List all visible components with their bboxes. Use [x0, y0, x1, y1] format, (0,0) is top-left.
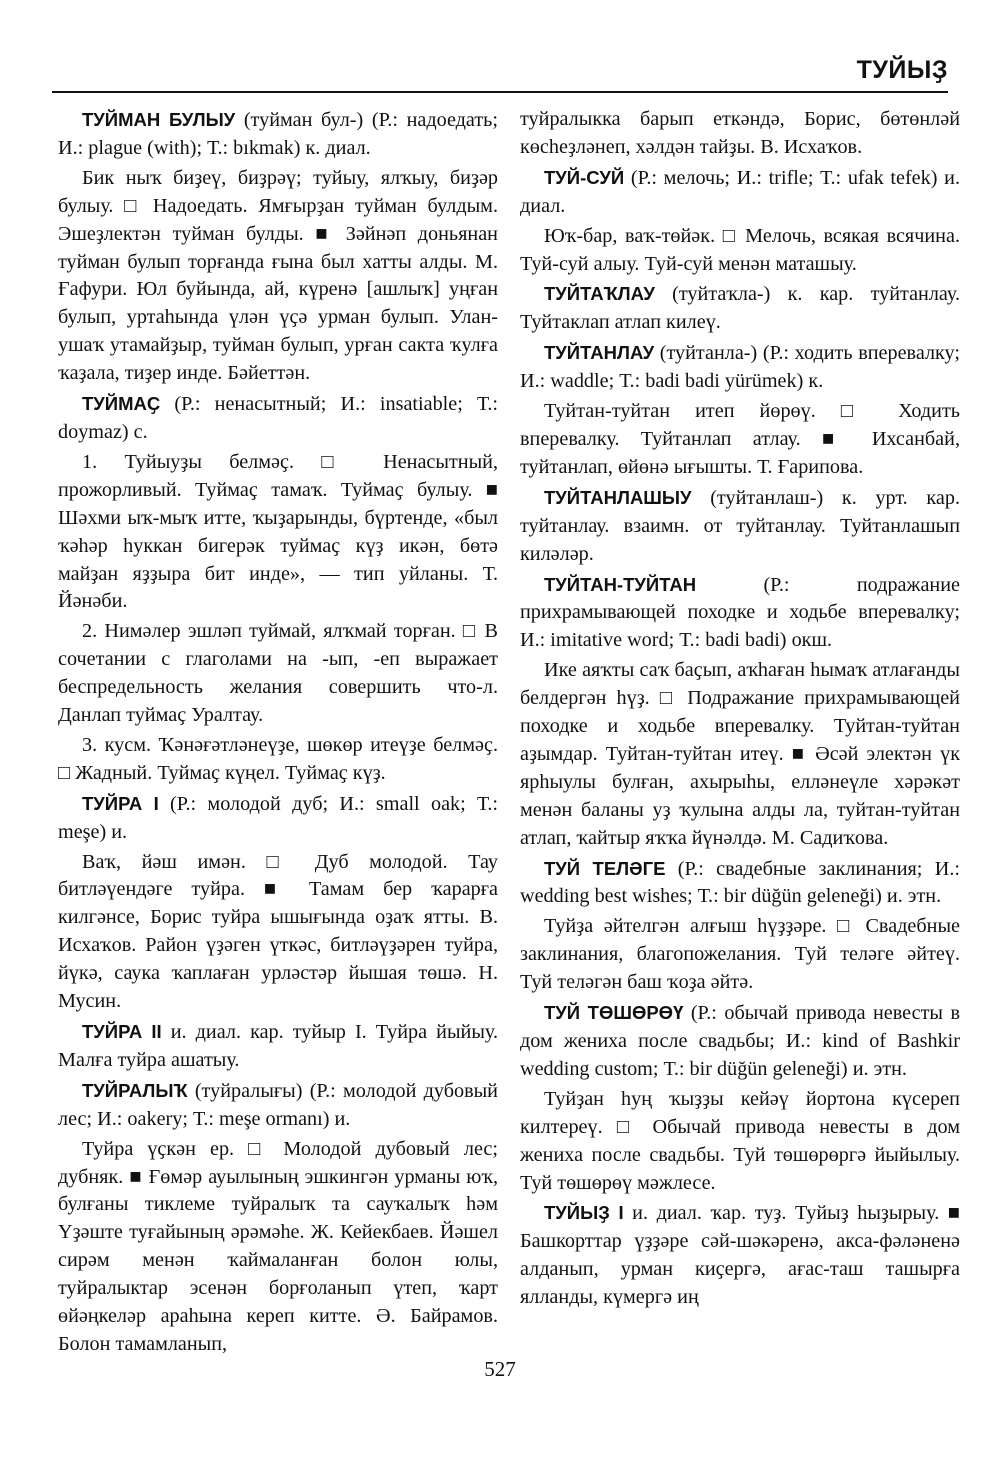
- entry-paragraph: [58, 849, 498, 1016]
- entry-text: (туйралығы) (Р.: молодой дубовый лес; И.: oakery; Т.: meşe ormanı) и.: [58, 1079, 498, 1130]
- entry-text: Юҡ-бар, ваҡ-төйәк. □ Мелочь, всякая всячина. Туй-суй алыу. Туй-суй менән маташыу.: [520, 224, 960, 275]
- entry-headword: ТУЙРАЛЫҠ: [82, 1079, 188, 1101]
- header-rule: [52, 91, 948, 93]
- entry-text: Туйра үҫкән ер. □ Молодой дубовый лес; дубняк. ■ Ғөмәр ауылының эшкингән урманы юҡ, булғаны тиклеме туйралыҡ та сауҡалыҡ һәм Үҙәште туғайының әрәмәһе. Ж. Кейекбаев. Йәшел сирәм менән ҡаймаланған болон юлы, туйралыктар эсенән борғоланып үтеп, ҡарт өйәңкеләр араһына кереп китте. Ә. Байрамов. Болон тамамланып,: [58, 1137, 498, 1355]
- entry-headword: ТУЙТАНЛАШЫУ: [544, 486, 692, 508]
- entry-headword: ТУЙРА II: [82, 1021, 162, 1042]
- entry-text: Ваҡ, йәш имән. □ Дуб молодой. Тау битләүендәге туйра. ■ Тамам бер ҡарарға килгәнсе, Борис туйра ышығында оҙаҡ ятты. В. Исхаҡов. Район үҙәген үткәс, битләүҙәрен туйра, йүкә, саука ҡаплаған урләстәр йышая төшә. Н. Мусин.: [58, 850, 498, 1013]
- entry-headword: ТУЙТАНЛАУ: [544, 342, 655, 364]
- entry-paragraph: [58, 618, 498, 730]
- entry-text: и. диал. ҡар. туҙ. Туйыҙ һыҙырыу. ■ Башкорттар үҙҙәре сәй-шәкәренә, акса-фәләненә алданып, урман киҫергә, ағас-таш ташырға ялланды, күмергә иң: [520, 1202, 960, 1309]
- dictionary-entry: [520, 484, 960, 569]
- entry-headword: ТУЙ ТӨШӨРӨҮ: [544, 1002, 684, 1024]
- left-column: [58, 106, 498, 1361]
- right-column: [520, 106, 960, 1314]
- dictionary-entry: [58, 106, 498, 163]
- entry-headword: ТУЙТАН-ТУЙТАН: [544, 573, 697, 595]
- entry-text: (туйтанла-) (Р.: ходить вперевалку; И.: waddle; Т.: badi badi yürümek) к.: [520, 342, 960, 393]
- entry-paragraph: [520, 1086, 960, 1198]
- entry-text: 2. Нимәлер эшләп туймай, ялҡмай торған. □ В сочетании с глаголами на -ып, -еп выражает беспредельность желания совершить что-л. Данлап туймаҫ Уралтау.: [58, 620, 498, 727]
- entry-text: (Р.: ненасытный; И.: insatiable; Т.: doymaz) с.: [58, 393, 498, 443]
- dictionary-entry: [520, 999, 960, 1084]
- dictionary-entry: [520, 571, 960, 656]
- entry-paragraph: [520, 398, 960, 482]
- entry-text: 3. кусм. Ҡәнәғәтләнеүҙе, шөкөр итеүҙе белмәҫ. □ Жадный. Туймаҫ күңел. Туймаҫ күҙ.: [58, 733, 498, 784]
- entry-text: Ике аяҡты саҡ баҫып, аҡһаған һымаҡ атлағанды белдергән һүҙ. □ Подражание прихрамывающей походке и ходьбе вперевалку. Туйтан-туйтан аҙымдар. Туйтан-туйтан итеү. ■ Әсәй электән үк ярһыулы булған, ахырыһы, елләнеүле хәрәкәт менән баланы уҙ ҡулына алды ла, туйтан-туйтан атлап, ҡайтыр яҡҡа йүнәлдә. М. Садиҡова.: [520, 659, 960, 849]
- entry-text: (туйтанлаш-) к. урт. кар. туйтанлау. взаимн. от туйтанлау. Туйтанлашып киләләр.: [520, 486, 960, 565]
- entry-headword: ТУЙМАҪ: [82, 393, 161, 415]
- dictionary-entry: [520, 164, 960, 221]
- entry-text: Туйҙан һуң ҡыҙҙы кейәү йортона күсереп килтереү. □ Обычай привода невесты в дом жениха после свадьбы. Туй төшөрөргә йыйылыу. Туй төшөрөү мәжлесе.: [520, 1087, 960, 1194]
- entry-text: Туйтан-туйтан итеп йөрөү. □ Ходить вперевалку. Туйтанлап атлау. ■ Ихсанбай, туйтанлап, өйөнә ығышты. Т. Ғарипова.: [520, 400, 960, 478]
- dictionary-entry: [58, 1077, 498, 1134]
- entry-paragraph: [520, 913, 960, 997]
- entry-headword: ТУЙЫҘ I: [544, 1202, 624, 1224]
- entry-headword: ТУЙМАН БУЛЫУ: [82, 109, 236, 130]
- entry-text: (Р.: молодой дуб; И.: small oak; Т.: meşe) и.: [58, 792, 499, 843]
- entry-text: (туйман бул-) (Р.: надоедать; И.: plague (with); Т.: bıkmak) к. диал.: [58, 109, 498, 159]
- entry-paragraph: [58, 449, 498, 616]
- dictionary-entry: [520, 1199, 960, 1312]
- entry-headword: ТУЙ-СУЙ: [544, 166, 625, 188]
- entry-text: (Р.: обычай привода невесты в дом жениха после свадьбы; И.: kind of Bashkir wedding custom; Т.: bir düğün geleneği) и. этн.: [520, 1002, 960, 1080]
- dictionary-entry: [520, 280, 960, 337]
- entry-paragraph: [58, 1136, 498, 1359]
- dictionary-entry: [58, 390, 498, 447]
- dictionary-entry: [58, 790, 498, 847]
- entry-text: туйралыкка барып еткәндә, Борис, бөтөнләй көсһеҙләнеп, хәлдән тайҙы. В. Исхаҡов.: [520, 108, 960, 158]
- entry-text: (туйтаҡла-) к. кар. туйтанлау. Туйтаклап атлап килеү.: [520, 283, 960, 334]
- entry-paragraph: [58, 165, 498, 388]
- entry-paragraph: [58, 732, 498, 788]
- entry-text: (Р.: подражание прихрамывающей походке и ходьбе вперевалку; И.: imitative word; Т.: badi badi) окш.: [520, 573, 960, 652]
- entry-text: 1. Туйыуҙы белмәҫ. □ Ненасытный, прожорливый. Туймаҫ тамаҡ. Туймаҫ булыу. ■ Шәхми ыҡ-мыҡ итте, ҡыҙарынды, бүртенде, «был ҡәһәр һуккан бигерәк туймаҫ күҙ икән, бөтә майҙан яҙҙыра бит инде», — тип уйланы. Т. Йәнәби.: [58, 450, 498, 613]
- entry-headword: ТУЙТАҠЛАУ: [544, 283, 655, 305]
- page-number: 527: [484, 1357, 516, 1381]
- entry-text: Бик ныҡ биҙеү, биҙрәү; туйыу, ялҡыу, биҙәр булыу. □ Надоедать. Ямғырҙан туйман булдым. Эшеҙлектән туйман булды. ■ Зәйнәп доньянан туйман булып торғанда ғына был хатты алды. М. Ғафури. Юл буйында, ай, күренә [ашлыҡ] уңған булып, уртаһында үлән үҫә урман булып. Улан-ушаҡ утамайҙыр, туйман булып, урған сакта ҡулға ҡаҙала, тиҙер инде. Бәйеттән.: [58, 166, 498, 385]
- running-header: ТУЙЫҘ: [856, 56, 948, 84]
- entry-paragraph: [520, 223, 960, 279]
- entry-text: Туйҙа әйтелгән алғыш һүҙҙәре. □ Свадебные заклинания, благопожелания. Туй теләге әйтеү. Туй теләгән баш ҡоҙа әйтә.: [520, 915, 960, 994]
- dictionary-entry: [520, 855, 960, 912]
- entry-text: (Р.: мелочь; И.: trifle; Т.: ufak tefek) и. диал.: [520, 166, 960, 217]
- entry-text: и. диал. кар. туйыр I. Туйра йыйыу. Малға туйра ашатыу.: [58, 1021, 498, 1071]
- entry-paragraph: [520, 106, 960, 162]
- entry-headword: ТУЙ ТЕЛӘГЕ: [544, 857, 666, 879]
- entry-paragraph: [520, 657, 960, 852]
- dictionary-entry: [520, 339, 960, 396]
- entry-headword: ТУЙРА I: [82, 792, 159, 814]
- entry-text: (Р.: свадебные заклинания; И.: wedding best wishes; Т.: bir düğün geleneği) и. этн.: [520, 857, 960, 908]
- dictionary-entry: [58, 1018, 498, 1075]
